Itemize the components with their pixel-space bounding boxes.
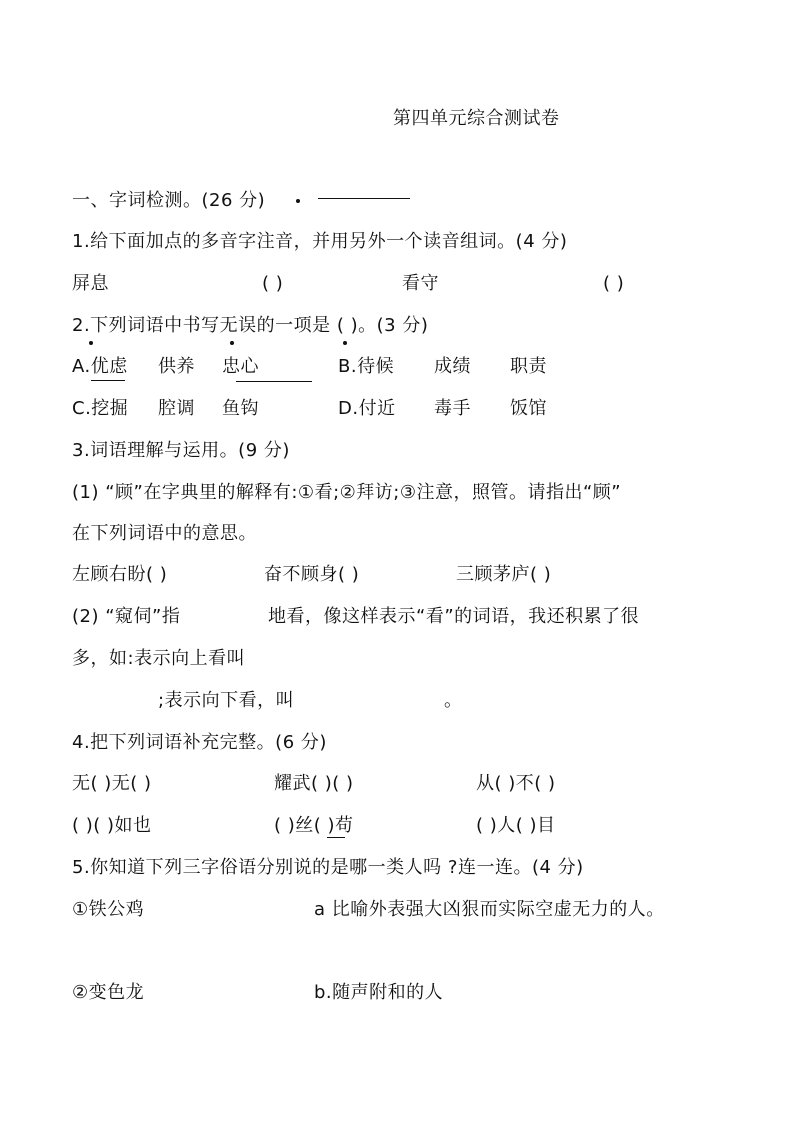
section-heading: 一、字词检测。(26 分) [72,190,266,211]
underline-mark [327,837,345,838]
q5-left-item-1[interactable]: ①铁公鸡 [72,899,145,920]
emphasis-dot [89,341,93,345]
q1-word-1: 屏息 [72,273,109,294]
option-d-word-2: 毒手 [434,398,471,419]
emphasis-dot [230,341,234,345]
q1-answer-blank-1[interactable]: ( ) [262,273,284,294]
q4-row2-item-1: ( )( )如也 [72,815,152,836]
stray-dot-mark [296,199,300,203]
option-b-word-3: 职责 [510,356,547,377]
q1-answer-blank-2[interactable]: ( ) [603,273,625,294]
underline-mark [236,381,312,382]
underline-mark [91,380,125,381]
q3-part2-line2: 多，如:表示向上看叫 [72,648,246,669]
option-a-word-2: 供养 [158,356,195,377]
stray-underline [318,198,410,199]
page-title: 第四单元综合测试卷 [393,108,560,129]
question-3-stem: 3.词语理解与运用。(9 分) [72,440,290,461]
option-b-word-2: 成绩 [434,356,471,377]
question-1-stem: 1.给下面加点的多音字注音，并用另外一个读音组词。(4 分) [72,231,568,252]
emphasis-dot [343,341,347,345]
q3-part1-line2: 在下列词语中的意思。 [72,523,257,544]
option-d-word-3: 饭馆 [510,398,547,419]
q3-part2-line3: ;表示向下看，叫 [158,690,295,711]
q4-row1-item-3: 从( )不( ) [476,773,556,794]
q1-word-2: 看守 [402,273,439,294]
question-5-stem: 5.你知道下列三字俗语分别说的是哪一类人吗 ?连一连。(4 分) [72,857,584,878]
q5-right-item-2[interactable]: b.随声附和的人 [314,982,444,1003]
option-c-word-3: 鱼钩 [222,398,259,419]
q4-row1-item-2: 耀武( )( ) [274,773,354,794]
q3-item-2: 奋不顾身( ) [264,564,360,585]
q3-part2-end: 。 [444,690,463,711]
q3-item-1: 左顾右盼( ) [72,564,168,585]
q4-row2-item-2: ( )丝( )苟 [274,815,354,836]
option-a-word-1: A.优虑 [72,356,128,377]
q3-item-3: 三顾茅庐( ) [456,564,552,585]
question-4-stem: 4.把下列词语补充完整。(6 分) [72,732,327,753]
q3-part2-line1-b: 地看，像这样表示“看”的词语，我还积累了很 [268,606,640,627]
question-2-stem: 2.下列词语中书写无误的一项是 ( )。(3 分) [72,315,429,336]
q3-part2-line1-a: (2) “窥伺”指 [72,606,181,627]
option-c-word-1: C.挖掘 [72,398,129,419]
q4-row1-item-1: 无( )无( ) [72,773,152,794]
option-c-word-2: 腔调 [158,398,195,419]
q3-part1-line1: (1) “顾”在字典里的解释有:①看;②拜访;③注意，照管。请指出“顾” [72,482,622,503]
option-a-word-3: 忠心 [222,356,259,377]
q4-row2-item-3: ( )人( )目 [476,815,556,836]
q5-right-item-1[interactable]: a 比喻外表强大凶狠而实际空虚无力的人。 [314,899,665,920]
option-b-word-1: B.待候 [338,356,395,377]
option-d-word-1: D.付近 [338,398,396,419]
q5-left-item-2[interactable]: ②变色龙 [72,982,145,1003]
